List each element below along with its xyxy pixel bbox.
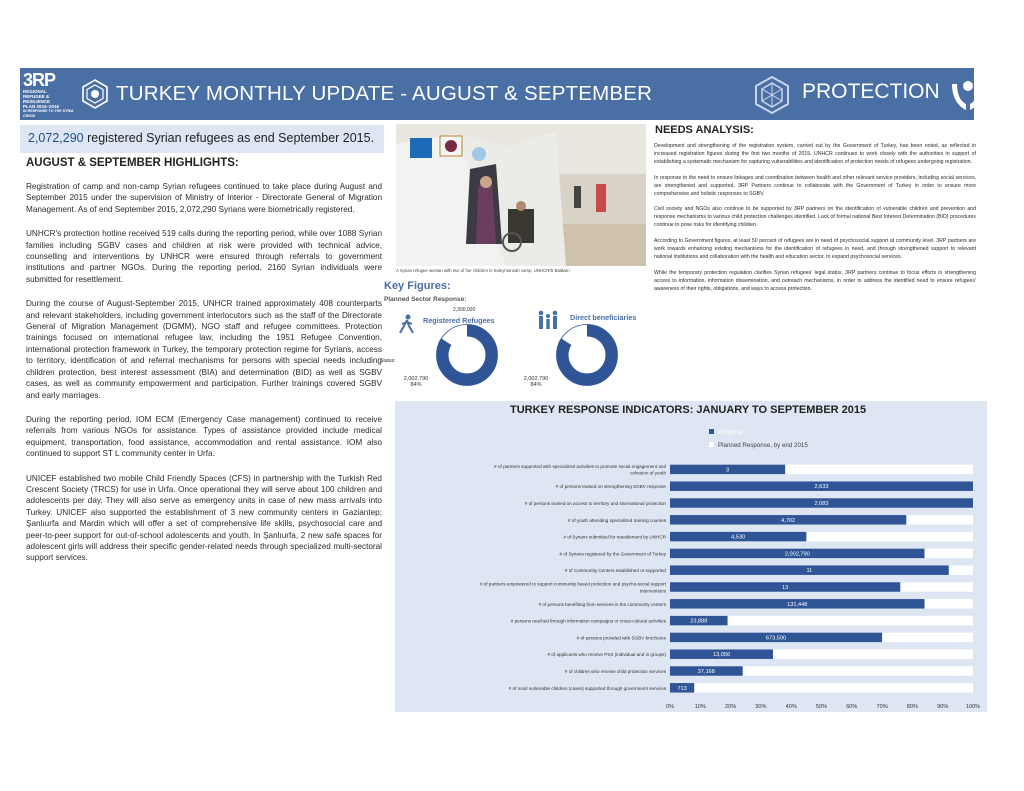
header-banner <box>20 68 974 120</box>
highlights-paragraph: Registration of camp and non-camp Syrian refugees continued to take place during August and September 2015 under the supervision of Ministry of Interior - Directorate General of Migration Management. As of end September 2015, 2,072,290 Syrians were biometrically registered. <box>26 182 382 214</box>
x-tick-label: 30% <box>755 704 767 711</box>
indicator-row <box>565 666 973 676</box>
x-axis <box>666 704 980 710</box>
3rp-emblem-icon <box>80 79 110 109</box>
direct-value: 2,002,790 <box>523 376 549 382</box>
indicator-row <box>556 481 973 491</box>
registered-refugees-label: Registered Refugees <box>423 316 495 325</box>
category-label: # of most vulnerable children (cases) supported through government services <box>508 685 666 691</box>
indicator-row <box>560 549 973 559</box>
bar-value-label: 13,056 <box>712 652 731 659</box>
category-label: # of applicants who receive PSS (individual and in groups) <box>547 652 666 658</box>
highlights-heading: AUGUST & SEPTEMBER HIGHLIGHTS: <box>26 157 239 169</box>
sector-title: PROTECTION <box>802 80 940 103</box>
indicator-row <box>494 464 973 476</box>
needs-paragraph: While the temporary protection regulation clarifies Syrian refugees' legal status, 3RP partners continue to focus efforts in strengthening access to information, information dissemination, and outreach mechanisms, in order to address the identified need to ensure refugees' awareness of their rights, obligations, and ways to access protection. <box>654 269 976 292</box>
highlights-paragraph: UNHCR's protection hotline received 519 calls during the reporting period, while over 1088 Syrian families including SGBV cases and children at risk were provided with technical advice, counselling and interventions by UNHCR were ensured through referrals to government institutions and partner NGOs. During the reporting period, 2160 Syrian individuals were submitted for resettlement. <box>26 229 382 284</box>
x-tick-label: 60% <box>846 704 858 711</box>
bar-value-label: 673,500 <box>765 635 787 642</box>
photo-caption: A Syrian refugee woman with two of her children in Suleymansah camp. UNHCR/S.Baldwin <box>396 268 570 273</box>
legend-entry: Progress <box>718 429 743 436</box>
bar-value-label: 4,530 <box>731 534 746 541</box>
registered-percent: 84% <box>410 382 422 388</box>
bar-value-label: 4,702 <box>781 517 796 524</box>
registration-number: 2,072,290 <box>28 131 84 145</box>
indicator-row <box>548 649 973 659</box>
registration-summary <box>20 125 384 153</box>
direct-beneficiaries-donut <box>556 324 618 386</box>
refugee-photo <box>396 124 646 266</box>
needs-paragraph: In response to the need to ensure linkages and coordination between health and other relevant service providers, including social services, are strengthened and supported, 3RP Partners continue to collaborate with the Government of Turkey in order to ensure more comprehensive and holistic responses to SGBV. <box>654 174 976 197</box>
highlights-body <box>26 181 382 577</box>
needs-analysis-heading: NEEDS ANALYSIS: <box>655 124 754 136</box>
indicator-row <box>511 616 973 626</box>
indicator-row <box>568 515 973 525</box>
x-tick-label: 20% <box>724 704 737 711</box>
logo-line-5: IN RESPONSE TO THE SYRIA CRISIS <box>23 109 74 118</box>
response-indicators-chart <box>395 401 987 712</box>
category-label: # of persons benefiting from services in the community centers <box>538 601 666 607</box>
key-figures-subtitle: Planned Sector Response: <box>384 296 467 303</box>
indicator-row <box>577 633 973 643</box>
registered-value: 2,002,790 <box>403 376 429 382</box>
bar-value-label: 11 <box>806 568 813 575</box>
highlights-paragraph: UNICEF established two mobile Child Friendly Spaces (CFS) in partnership with the Turkish Red Crescent Society (TRCS) for use in Urfa. Once operational they will serve about 100 children and adolescents per day. They will also serve as emergency units in case of new mass arrivals into Turkey. UNICEF also supported the establishment of 3 new community centers in Gaziantep; Şanlıurfa and Mardin which will offer a set of comprehensive life skills, psychosocial care and peer-to-peer support for out-of-school adolescents and youth. In Şanlıurfa, 2 new safe spaces for adolescent girls will address their specific gender-related needs through specialized multi-sectoral support services. <box>26 473 382 563</box>
x-tick-label: 100% <box>965 704 981 711</box>
x-tick-label: 80% <box>906 704 919 711</box>
chart-title: TURKEY RESPONSE INDICATORS: JANUARY TO SEPTEMBER 2015 <box>510 404 867 416</box>
category-label: # of Syrians submitted for resettlement by UNHCR <box>563 534 666 540</box>
bar-value-label: 13 <box>782 585 789 591</box>
category-label: # of Syrians registered by the Government of Turkey <box>559 551 666 557</box>
bar-value-label: 2,633 <box>814 484 829 491</box>
registration-text: registered Syrian refugees as end September 2015. <box>83 131 375 145</box>
person-walking-icon <box>398 314 416 334</box>
indicator-row <box>563 532 973 542</box>
category-label: # persons reached through information campaigns or cross-cultural activities <box>510 618 666 624</box>
bar-value-label: 37,168 <box>697 669 715 675</box>
3rp-logo <box>20 68 78 120</box>
category-label: # of persons provided with SGBV brochures <box>576 635 666 641</box>
logo-line-3: RESILIENCE <box>23 99 51 104</box>
sector-emblem-icon <box>752 75 792 115</box>
category-label: # of persons trained on access to territory and international protection <box>524 501 666 506</box>
indicator-row <box>480 582 973 594</box>
indicator-row <box>565 565 973 575</box>
protection-hands-icon <box>948 74 988 114</box>
legend-swatch <box>709 429 714 434</box>
planned-target: 2,300,000 <box>453 307 476 313</box>
x-tick-label: 90% <box>937 704 949 711</box>
direct-percent: 84% <box>530 382 542 388</box>
key-figures-title: Key Figures: <box>384 280 451 292</box>
logo-line-2: REFUGEE & <box>23 94 50 99</box>
indicator-row <box>539 599 973 609</box>
logo-line-4: PLAN 2015–2016 <box>23 104 60 109</box>
needs-paragraph: Development and strengthening of the registration system, carried out by the Government of Turkey, has been noted, as reflected in increased registration figures during the first two months of 2015. UNHCR continues to work closely with the authorities in support of establishing a systematic mechanism for capturing vulnerabilities and identification of protection needs of refugees undergoing registration. <box>654 143 976 165</box>
planned-bar <box>670 683 973 693</box>
indicator-row <box>525 498 973 508</box>
x-tick-label: 0% <box>665 704 675 711</box>
page-title: TURKEY MONTHLY UPDATE - AUGUST & SEPTEMBER <box>116 82 653 105</box>
category-label: # of persons trained on strengthening SGBV response <box>555 484 666 490</box>
registered-refugees-value <box>398 376 434 388</box>
category-label: # of partners supported with specialized activities to promote social engagement and cohesion of youth <box>494 464 666 476</box>
bar-value-label: 131,448 <box>787 601 808 608</box>
direct-beneficiaries-value <box>518 376 554 388</box>
category-label: # of youth attending specialized training courses <box>567 517 666 523</box>
bar-value-label: 3 <box>726 467 730 474</box>
x-tick-label: 40% <box>785 704 797 711</box>
category-label: # of children who receive child protection services <box>564 669 666 674</box>
highlights-paragraph: During the reporting period, IOM ECM (Emergency Case management) continued to receive referrals from various NGOs for assistance. Types of assistance provided include medical equipment, transportation, food assistance, accommodation and rental assistance. IOM also continued to support ST L community center in Urfa. <box>26 414 382 459</box>
logo-3rp-text: 3RP <box>23 70 56 90</box>
x-tick-label: 50% <box>815 704 828 711</box>
x-tick-label: 70% <box>876 704 888 711</box>
category-label: # of partners empowered to support community based protection and psycho-social support interventions <box>479 581 666 594</box>
needs-paragraph: According to Government figures, at least 50 percent of refugees are in need of psychosocial support at community level. 3RP partners are work towards enhancing existing mechanisms for the identification of refugees in need, and through strengthened support to relevant national institutions and collaboration with the health and education sector, to expand psychosocial services. <box>654 238 976 260</box>
status-label: Status: <box>380 358 396 364</box>
indicator-row <box>509 683 973 693</box>
registered-refugees-donut <box>436 324 498 386</box>
needs-analysis-body <box>654 143 976 302</box>
bar-value-label: 713 <box>677 685 687 692</box>
chart-legend <box>709 429 808 449</box>
direct-beneficiaries-label: Direct beneficiaries <box>570 313 637 322</box>
needs-paragraph: Civil society and NGOs also continue to be supported by 3RP partners on the identification of vulnerable children and prevention and response mechanisms to various child protection challenges identified. Lack of formal national Best Interest Determination (BID) procedures continue to pose risks for identifying children. <box>654 206 976 229</box>
legend-entry: Planned Response, by end 2015 <box>718 442 808 449</box>
legend-swatch <box>709 442 714 447</box>
highlights-paragraph: During the course of August-September 2015, UNHCR trained approximately 408 counterparts and relevant stakeholders, including government interlocutors such as the staff of the Directorate General of Migration Management (DGMM), NGO staff and refugee committees. Protection trainings focused on international refugee law, including the 1951 Refugee Convention, international protection framework in Turkey, the temporary protection regime for Syrians, access to territory, identification of and referral mechanisms for persons with special needs including children protection, best interest assessment (BIA) and determination (BID) as well as SGBV cases, as well as community empowerment and participation. Further trainings covered SGBV and early marriages. <box>26 299 382 400</box>
x-tick-label: 10% <box>694 704 706 711</box>
bar-value-label: 2,002,790 <box>784 551 810 558</box>
category-label: # of Community Centers established or supported <box>564 568 666 574</box>
logo-line-1: REGIONAL <box>23 89 47 94</box>
bar-value-label: 23,888 <box>690 618 708 625</box>
bar-value-label: 2,083 <box>814 501 829 507</box>
